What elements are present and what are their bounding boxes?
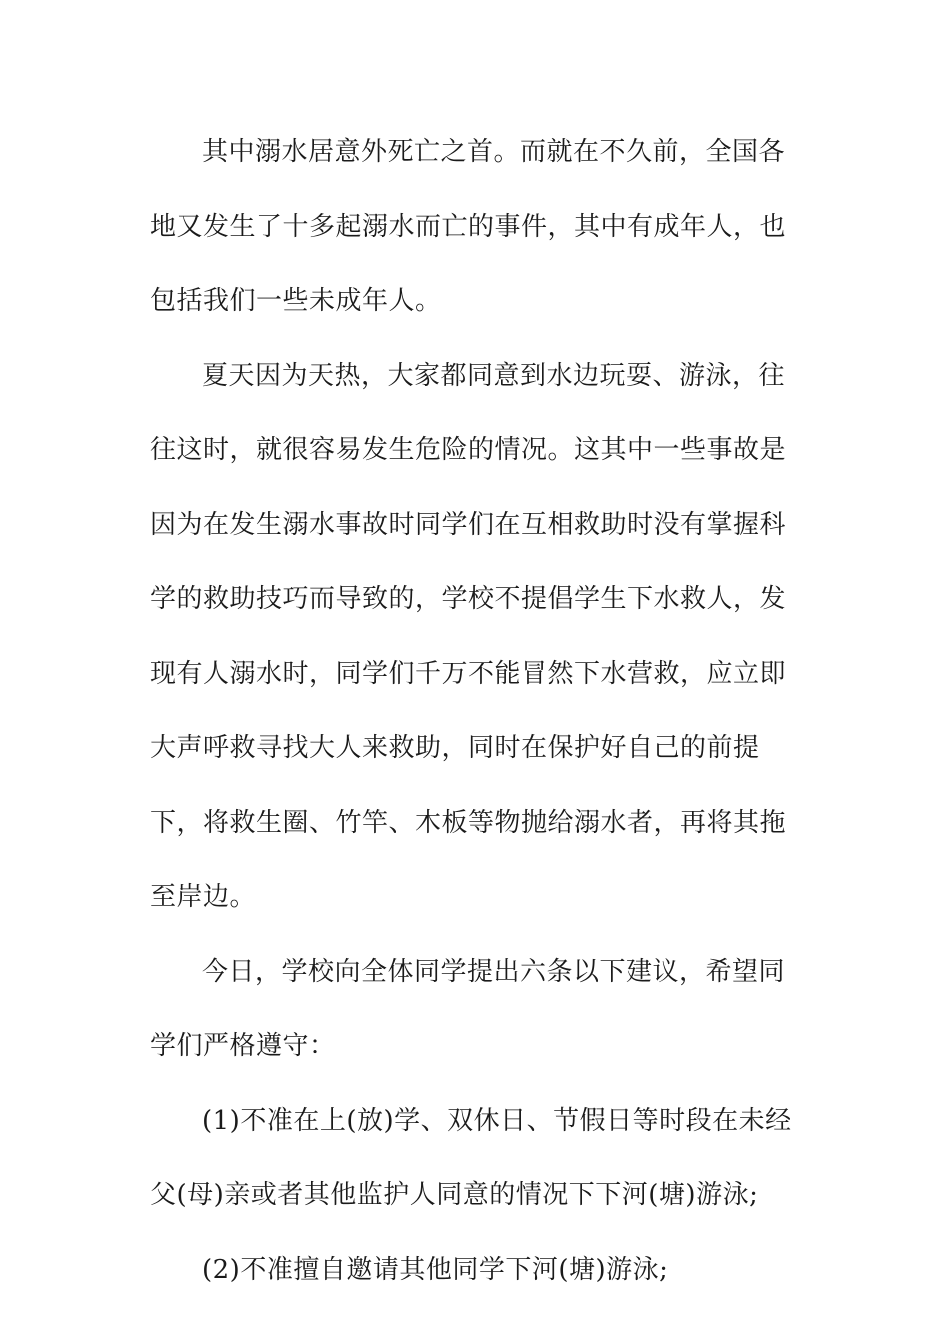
paragraph-summer-danger: 夏天因为天热，大家都同意到水边玩耍、游泳，往往这时，就很容易发生危险的情况。这其中一些事故是因为在发生溺水事故时同学们在互相救助时没有掌握科学的救助技巧而导致的，学校不提倡学生下水救人，发现有人溺水时，同学们千万不能冒然下水营救，应立即大声呼救寻找大人来救助，同时在保护好自己的前提下，将救生圈、竹竿、木板等物抛给溺水者，再将其拖至岸边。 (150, 360, 787, 912)
paragraph-drowning-statistics: 其中溺水居意外死亡之首。而就在不久前，全国各地又发生了十多起溺水而亡的事件，其中有成年人，也包括我们一些未成年人。 (150, 137, 787, 316)
rule-item-1: (1)不准在上(放)学、双休日、节假日等时段在未经父(母)亲或者其他监护人同意的情况下下河(塘)游泳; (150, 1105, 792, 1210)
paragraph-school-recommendations: 今日，学校向全体同学提出六条以下建议，希望同学们严格遵守： (150, 956, 786, 1061)
rule-item-2: (2)不准擅自邀请其他同学下河(塘)游泳; (202, 1254, 669, 1285)
document-body (150, 115, 805, 1307)
